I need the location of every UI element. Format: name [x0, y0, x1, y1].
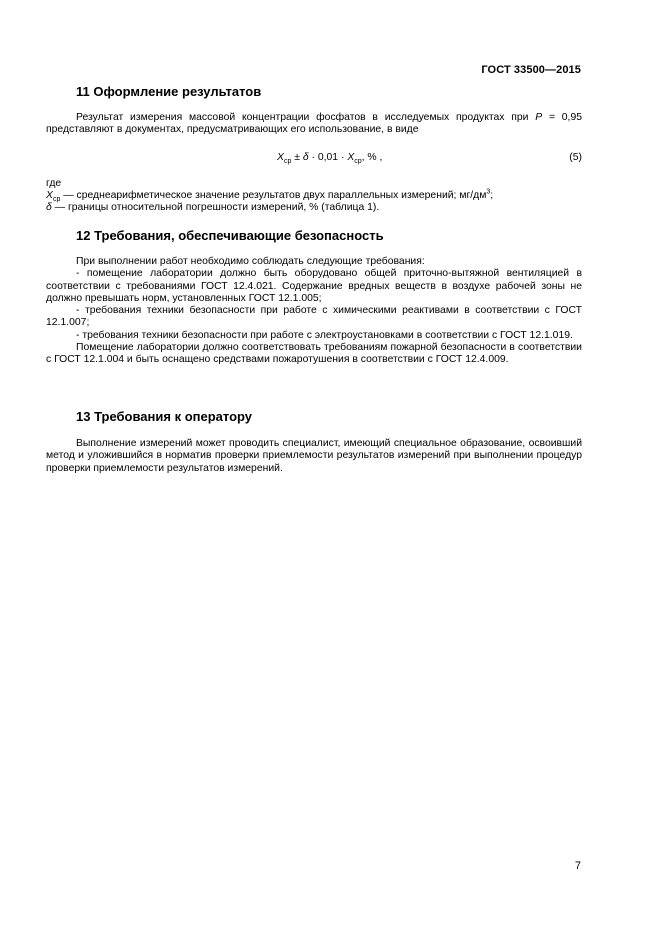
section-12-body: [46, 256, 582, 367]
definition-xcp: $X_{ср}$ — среднеарифметическое значение результатов двух параллельных измерений; $мг/дм^3$;: [46, 188, 494, 203]
section-11-title: 11 Оформление результатов: [76, 84, 262, 99]
document-header: ГОСТ 33500—2015: [481, 64, 581, 76]
section-12-paragraph: - требования техники безопасности при работе с электроустановками в соответствии с ГОСТ 12.1.019.: [76, 329, 573, 341]
section-12-paragraph: - помещение лаборатории должно быть оборудовано общей приточно-вытяжной вентиляцией в соответствии с требованиями ГОСТ 12.4.021. Содержание вредных веществ в воздухе рабочей зоны не должно превышать норм, установленных ГОСТ 12.1.005;: [46, 268, 582, 304]
section-11-intro: Результат измерения массовой концентрации фосфатов в исследуемых продуктах при P = 0,95 представляют в документах, предусматривающих его использование, в виде: [46, 112, 582, 136]
section-13-paragraph: Выполнение измерений может проводить специалист, имеющий специальное образование, освоивший метод и уложившийся в норматив проверки приемлемости результатов измерений при выполнении процедур проверки приемлемости результатов измерений.: [46, 438, 582, 474]
section-11: [46, 84, 582, 214]
formula-expression: $X_{ср} \pm \delta \cdot 0,01 \cdot X_{ср}$, % ,: [277, 151, 383, 165]
section-12-paragraph: - требования техники безопасности при работе с химическими реактивами в соответствии с ГОСТ 12.1.007;: [46, 305, 582, 329]
section-13-title: 13 Требования к оператору: [76, 409, 253, 424]
section-12-paragraph: При выполнении работ необходимо соблюдать следующие требования:: [76, 256, 425, 267]
formula-number: (5): [569, 151, 582, 163]
where-label: где: [46, 177, 62, 189]
section-12-paragraph: Помещение лаборатории должно соответствовать требованиям пожарной безопасности в соответствии с ГОСТ 12.1.004 и быть оснащено средствами пожаротушения в соответствии с ГОСТ 12.4.009.: [46, 342, 582, 366]
page-number: 7: [574, 860, 581, 872]
definition-delta: δ — границы относительной погрешности измерений, % (таблица 1).: [46, 202, 380, 214]
formula-5: [46, 152, 582, 166]
section-12: [46, 228, 582, 367]
section-12-title: 12 Требования, обеспечивающие безопасность: [76, 228, 384, 243]
section-13: [46, 409, 582, 475]
